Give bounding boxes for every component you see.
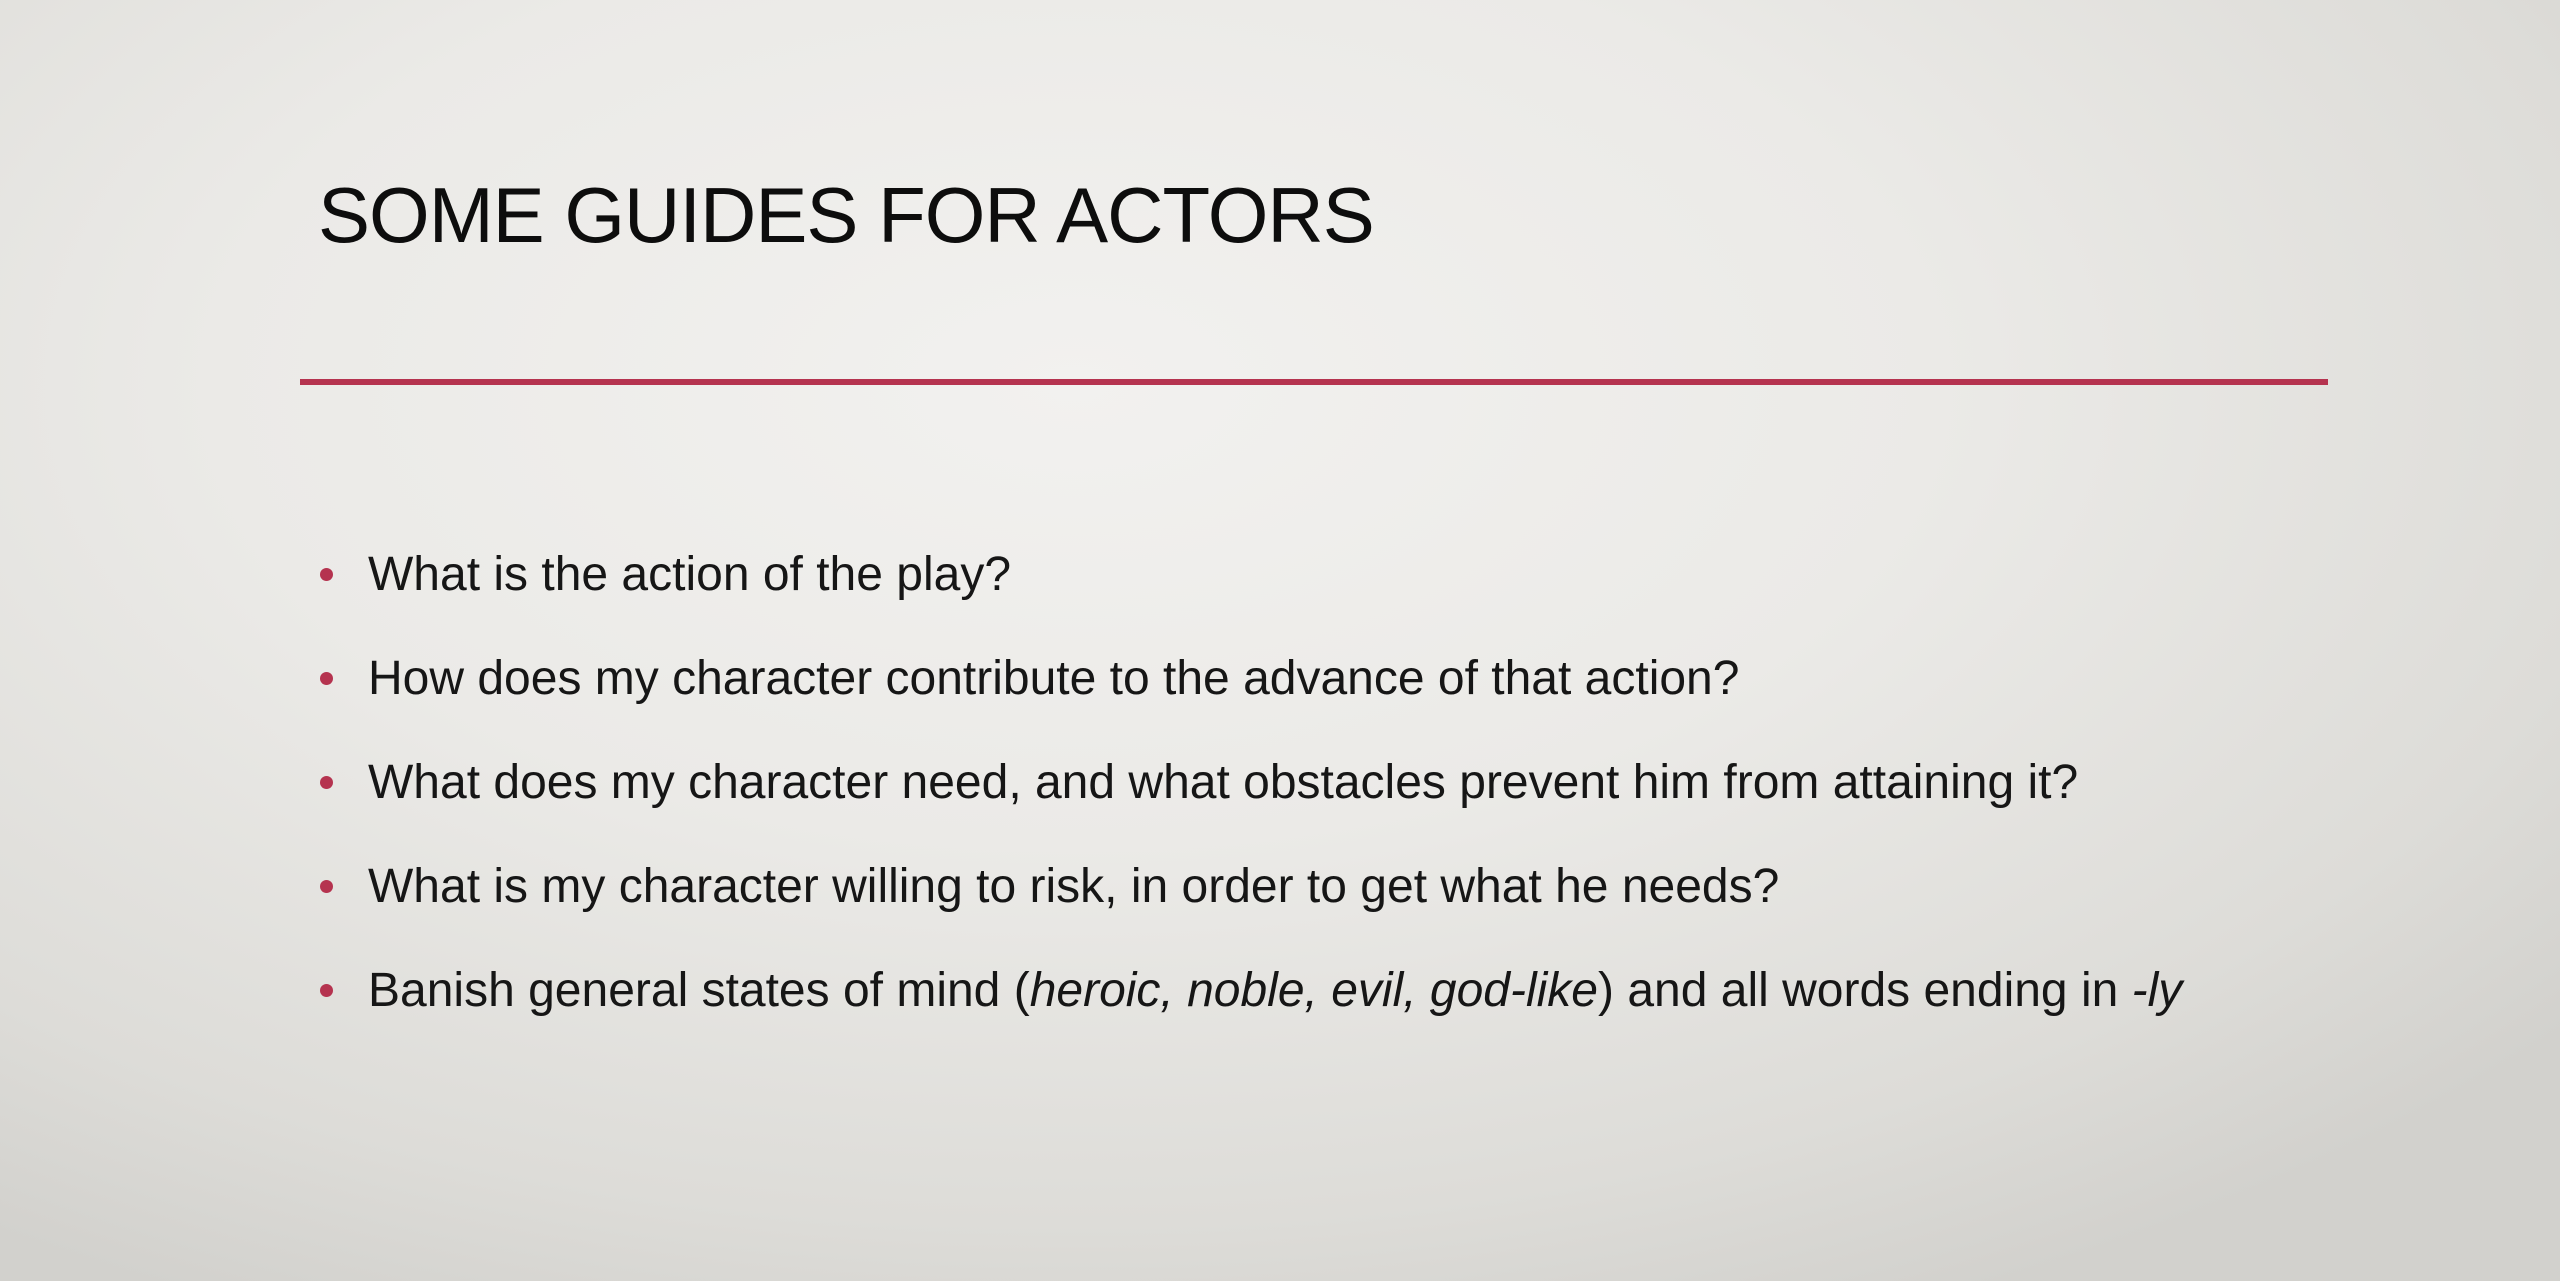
bullet-italic-suffix: -ly — [2131, 964, 2183, 1017]
bullet-italic-terms: heroic, noble, evil, god-like — [1029, 964, 1598, 1017]
bullet-text: What is my character willing to risk, in order to get what he needs? — [368, 860, 1780, 913]
bullet-text-banish — [368, 954, 2182, 1028]
bullet-text: What is the action of the play? — [368, 548, 1012, 601]
slide-title: SOME GUIDES FOR ACTORS — [318, 171, 1374, 259]
bullet-text: What does my character need, and what obstacles prevent him from attaining it? — [368, 756, 2079, 809]
bullet-dot-icon — [320, 672, 333, 685]
bullet-dot-icon — [320, 776, 333, 789]
title-divider — [300, 379, 2328, 385]
bullet-dot-icon — [320, 880, 333, 893]
bullet-text: How does my character contribute to the advance of that action? — [368, 652, 1740, 705]
bullet-text-middle: ) and all words ending in — [1598, 964, 2132, 1017]
bullet-dot-icon — [320, 568, 333, 581]
bullet-text-prefix: Banish general states of mind ( — [368, 964, 1030, 1017]
bullet-dot-icon — [320, 984, 333, 997]
